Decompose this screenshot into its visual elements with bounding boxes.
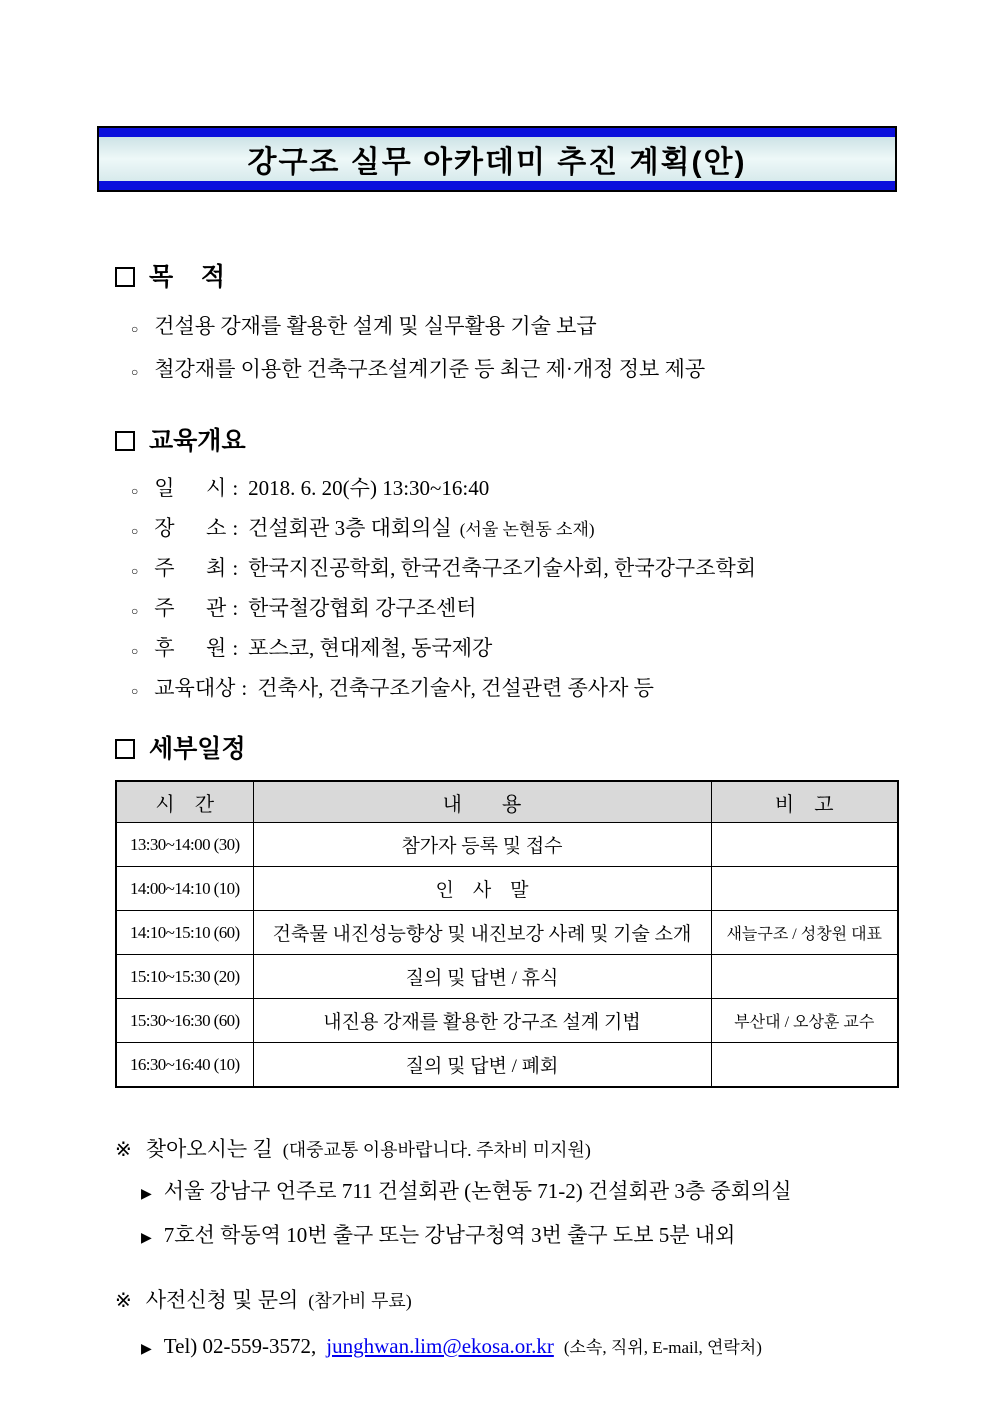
overview-item-label: 후 원 bbox=[154, 636, 227, 660]
overview-item-value: 2018. 6. 20(수) 13:30~16:40 bbox=[248, 476, 490, 500]
overview-item-colon: : bbox=[232, 516, 239, 540]
email-link[interactable]: junghwan.lim@ekosa.or.kr bbox=[326, 1334, 554, 1358]
circle-bullet-icon: ○ bbox=[131, 484, 139, 498]
circle-bullet-icon: ○ bbox=[131, 365, 139, 379]
table-row bbox=[116, 1043, 898, 1088]
triangle-bullet-icon: ▶ bbox=[141, 1231, 152, 1246]
schedule-time-cell: 13:30~14:00 (30) bbox=[116, 823, 253, 867]
overview-item-note: (서울 논현동 소재) bbox=[459, 520, 595, 539]
page-title: 강구조 실무 아카데미 추진 계획(안) bbox=[247, 146, 747, 179]
directions-heading-note: (대중교통 이용바랍니다. 주차비 미지원) bbox=[282, 1140, 591, 1160]
overview-item bbox=[131, 630, 900, 670]
section-heading-label: 교육개요 bbox=[149, 427, 246, 455]
purpose-item-text: 건설용 강재를 활용한 설계 및 실무활용 기술 보급 bbox=[154, 314, 597, 338]
schedule-time-cell: 14:00~14:10 (10) bbox=[116, 867, 253, 911]
overview-item-label: 주 최 bbox=[154, 556, 227, 580]
section-overview bbox=[115, 426, 900, 710]
circle-bullet-icon: ○ bbox=[131, 524, 139, 538]
circle-bullet-icon: ○ bbox=[131, 322, 139, 336]
overview-item-value: 건설회관 3층 대회의실 bbox=[248, 516, 452, 540]
schedule-col-header-time: 시 간 bbox=[116, 781, 253, 823]
overview-item-colon: : bbox=[232, 476, 239, 500]
contact-phone: Tel) 02-559-3572, bbox=[163, 1334, 317, 1358]
schedule-remark-cell bbox=[711, 955, 898, 999]
contact-list bbox=[115, 1326, 900, 1370]
directions-item bbox=[141, 1215, 900, 1259]
banner-top-bar bbox=[99, 128, 895, 137]
title-banner bbox=[97, 126, 897, 192]
schedule-remark-cell bbox=[711, 823, 898, 867]
schedule-content-cell: 내진용 강재를 활용한 강구조 설계 기법 bbox=[253, 999, 711, 1043]
purpose-item-text: 철강재를 이용한 건축구조설계기준 등 최근 제·개정 정보 제공 bbox=[154, 357, 706, 381]
section-contact bbox=[115, 1285, 900, 1370]
directions-list bbox=[115, 1171, 900, 1259]
purpose-item bbox=[131, 349, 900, 392]
section-heading-purpose bbox=[115, 262, 900, 292]
schedule-time-cell: 15:10~15:30 (20) bbox=[116, 955, 253, 999]
section-purpose bbox=[115, 262, 900, 392]
schedule-table bbox=[115, 780, 899, 1088]
square-bullet-icon bbox=[115, 739, 135, 759]
overview-item-colon: : bbox=[232, 556, 239, 580]
overview-item-label: 교육대상 bbox=[154, 676, 236, 700]
schedule-col-header-content: 내 용 bbox=[253, 781, 711, 823]
contact-heading-label: 사전신청 및 문의 bbox=[145, 1288, 299, 1312]
schedule-content-cell: 인 사 말 bbox=[253, 867, 711, 911]
schedule-time-cell: 14:10~15:10 (60) bbox=[116, 911, 253, 955]
overview-item-label: 주 관 bbox=[154, 596, 227, 620]
schedule-remark-cell: 새늘구조 / 성창원 대표 bbox=[711, 911, 898, 955]
schedule-content-cell: 질의 및 답변 / 휴식 bbox=[253, 955, 711, 999]
overview-item-colon: : bbox=[232, 636, 239, 660]
directions-item-text: 7호선 학동역 10번 출구 또는 강남구청역 3번 출구 도보 5분 내외 bbox=[163, 1223, 736, 1247]
circle-bullet-icon: ○ bbox=[131, 644, 139, 658]
banner-bottom-bar bbox=[99, 181, 895, 190]
table-row bbox=[116, 999, 898, 1043]
overview-item-value: 한국지진공학회, 한국건축구조기술사회, 한국강구조학회 bbox=[248, 556, 757, 580]
section-heading-label: 목 적 bbox=[149, 263, 226, 291]
schedule-remark-cell bbox=[711, 867, 898, 911]
section-heading-label: 세부일정 bbox=[149, 735, 246, 763]
overview-item-label: 장 소 bbox=[154, 516, 227, 540]
contact-required-info: (소속, 직위, E-mail, 연락처) bbox=[563, 1338, 762, 1357]
triangle-bullet-icon: ▶ bbox=[141, 1342, 152, 1357]
overview-item bbox=[131, 550, 900, 590]
table-row bbox=[116, 867, 898, 911]
banner-body bbox=[99, 137, 895, 181]
contact-heading-note: (참가비 무료) bbox=[308, 1291, 412, 1311]
circle-bullet-icon: ○ bbox=[131, 604, 139, 618]
overview-item bbox=[131, 590, 900, 630]
overview-item bbox=[131, 670, 900, 710]
schedule-content-cell: 질의 및 답변 / 폐회 bbox=[253, 1043, 711, 1088]
square-bullet-icon bbox=[115, 431, 135, 451]
overview-item-colon: : bbox=[241, 676, 248, 700]
schedule-content-cell: 건축물 내진성능향상 및 내진보강 사례 및 기술 소개 bbox=[253, 911, 711, 955]
directions-item bbox=[141, 1171, 900, 1215]
overview-item-colon: : bbox=[232, 596, 239, 620]
overview-item-value: 건축사, 건축구조기술사, 건설관련 종사자 등 bbox=[257, 676, 654, 700]
section-heading-overview bbox=[115, 426, 900, 456]
section-directions bbox=[115, 1134, 900, 1259]
table-row bbox=[116, 955, 898, 999]
directions-heading-label: 찾아오시는 길 bbox=[145, 1137, 273, 1161]
reference-mark-icon: ※ bbox=[115, 1139, 132, 1161]
square-bullet-icon bbox=[115, 267, 135, 287]
overview-list bbox=[131, 470, 900, 710]
triangle-bullet-icon: ▶ bbox=[141, 1187, 152, 1202]
contact-heading bbox=[115, 1285, 900, 1316]
reference-mark-icon: ※ bbox=[115, 1290, 132, 1312]
contact-item bbox=[141, 1326, 900, 1370]
directions-heading bbox=[115, 1134, 900, 1165]
purpose-list bbox=[131, 306, 900, 392]
circle-bullet-icon: ○ bbox=[131, 564, 139, 578]
schedule-header-row bbox=[116, 781, 898, 823]
directions-item-text: 서울 강남구 언주로 711 건설회관 (논현동 71-2) 건설회관 3층 중회의실 bbox=[163, 1179, 792, 1203]
purpose-item bbox=[131, 306, 900, 349]
overview-item bbox=[131, 470, 900, 510]
circle-bullet-icon: ○ bbox=[131, 684, 139, 698]
section-schedule bbox=[115, 734, 900, 1088]
schedule-content-cell: 참가자 등록 및 접수 bbox=[253, 823, 711, 867]
schedule-time-cell: 15:30~16:30 (60) bbox=[116, 999, 253, 1043]
table-row bbox=[116, 823, 898, 867]
schedule-remark-cell bbox=[711, 1043, 898, 1088]
overview-item-value: 포스코, 현대제철, 동국제강 bbox=[248, 636, 493, 660]
schedule-remark-cell: 부산대 / 오상훈 교수 bbox=[711, 999, 898, 1043]
schedule-col-header-remark: 비 고 bbox=[711, 781, 898, 823]
overview-item-label: 일 시 bbox=[154, 476, 227, 500]
overview-item-value: 한국철강협회 강구조센터 bbox=[248, 596, 477, 620]
section-heading-schedule bbox=[115, 734, 900, 764]
overview-item bbox=[131, 510, 900, 550]
table-row bbox=[116, 911, 898, 955]
schedule-time-cell: 16:30~16:40 (10) bbox=[116, 1043, 253, 1088]
